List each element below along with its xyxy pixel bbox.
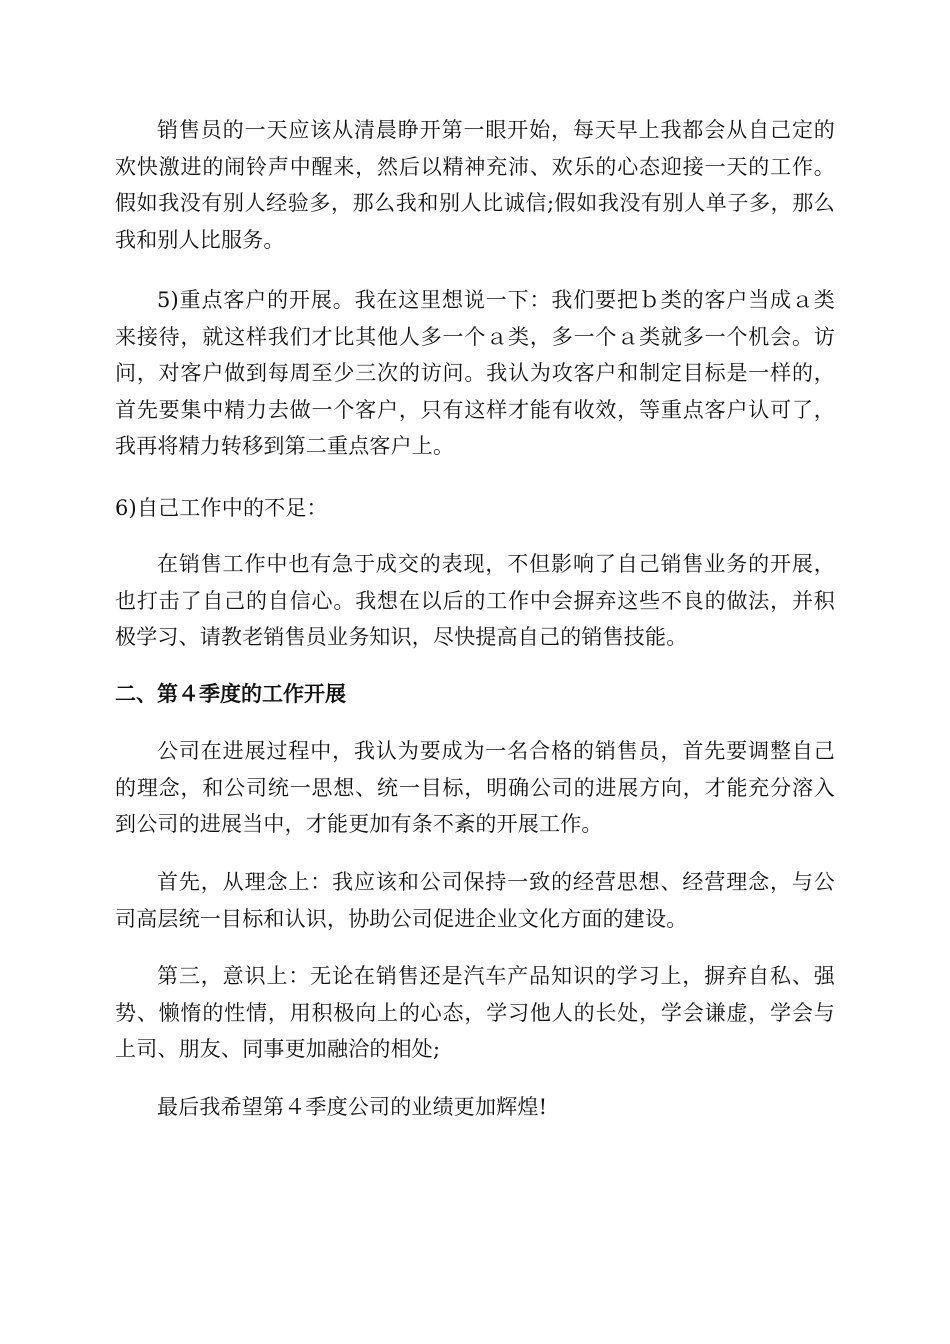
- paragraph-company-development: 公司在进展过程中，我认为要成为一名合格的销售员，首先要调整自己的理念，和公司统一思想、统一目标，明确公司的进展方向，才能充分溶入到公司的进展当中，才能更加有条不紊的开展工作。: [115, 739, 835, 836]
- section-heading-q4: 二、第４季度的工作开展: [115, 682, 346, 706]
- paragraph-shortcomings: 在销售工作中也有急于成交的表现，不但影响了自己销售业务的开展，也打击了自己的自信心。我想在以后的工作中会摒弃这些不良的做法，并积极学习、请教老销售员业务知识，尽快提高自己的销售技能。: [115, 552, 835, 649]
- paragraph-morning-routine: 销售员的一天应该从清晨睁开第一眼开始，每天早上我都会从自己定的欢快激进的闹铃声中醒来，然后以精神充沛、欢乐的心态迎接一天的工作。假如我没有别人经验多，那么我和别人比诚信;假如我没有别人单子多，那么我和别人比服务。: [115, 118, 835, 252]
- paragraph-shortcomings-title: 6)自己工作中的不足：: [115, 496, 328, 520]
- paragraph-concept: 首先，从理念上：我应该和公司保持一致的经营思想、经营理念，与公司高层统一目标和认识，协助公司促进企业文化方面的建设。: [115, 870, 835, 931]
- paragraph-closing: 最后我希望第４季度公司的业绩更加辉煌!: [157, 1095, 548, 1119]
- paragraph-awareness: 第三，意识上：无论在销售还是汽车产品知识的学习上，摒弃自私、强势、懒惰的性情，用积极向上的心态，学习他人的长处，学会谦虚，学会与上司、朋友、同事更加融洽的相处;: [115, 964, 835, 1061]
- paragraph-key-customers: 5)重点客户的开展。我在这里想说一下：我们要把ｂ类的客户当成ａ类来接待，就这样我们才比其他人多一个ａ类，多一个ａ类就多一个机会。访问，对客户做到每周至少三次的访问。我认为攻客户和制定目标是一样的，首先要集中精力去做一个客户，只有这样才能有收效，等重点客户认可了，我再将精力转移到第二重点客户上。: [115, 288, 835, 458]
